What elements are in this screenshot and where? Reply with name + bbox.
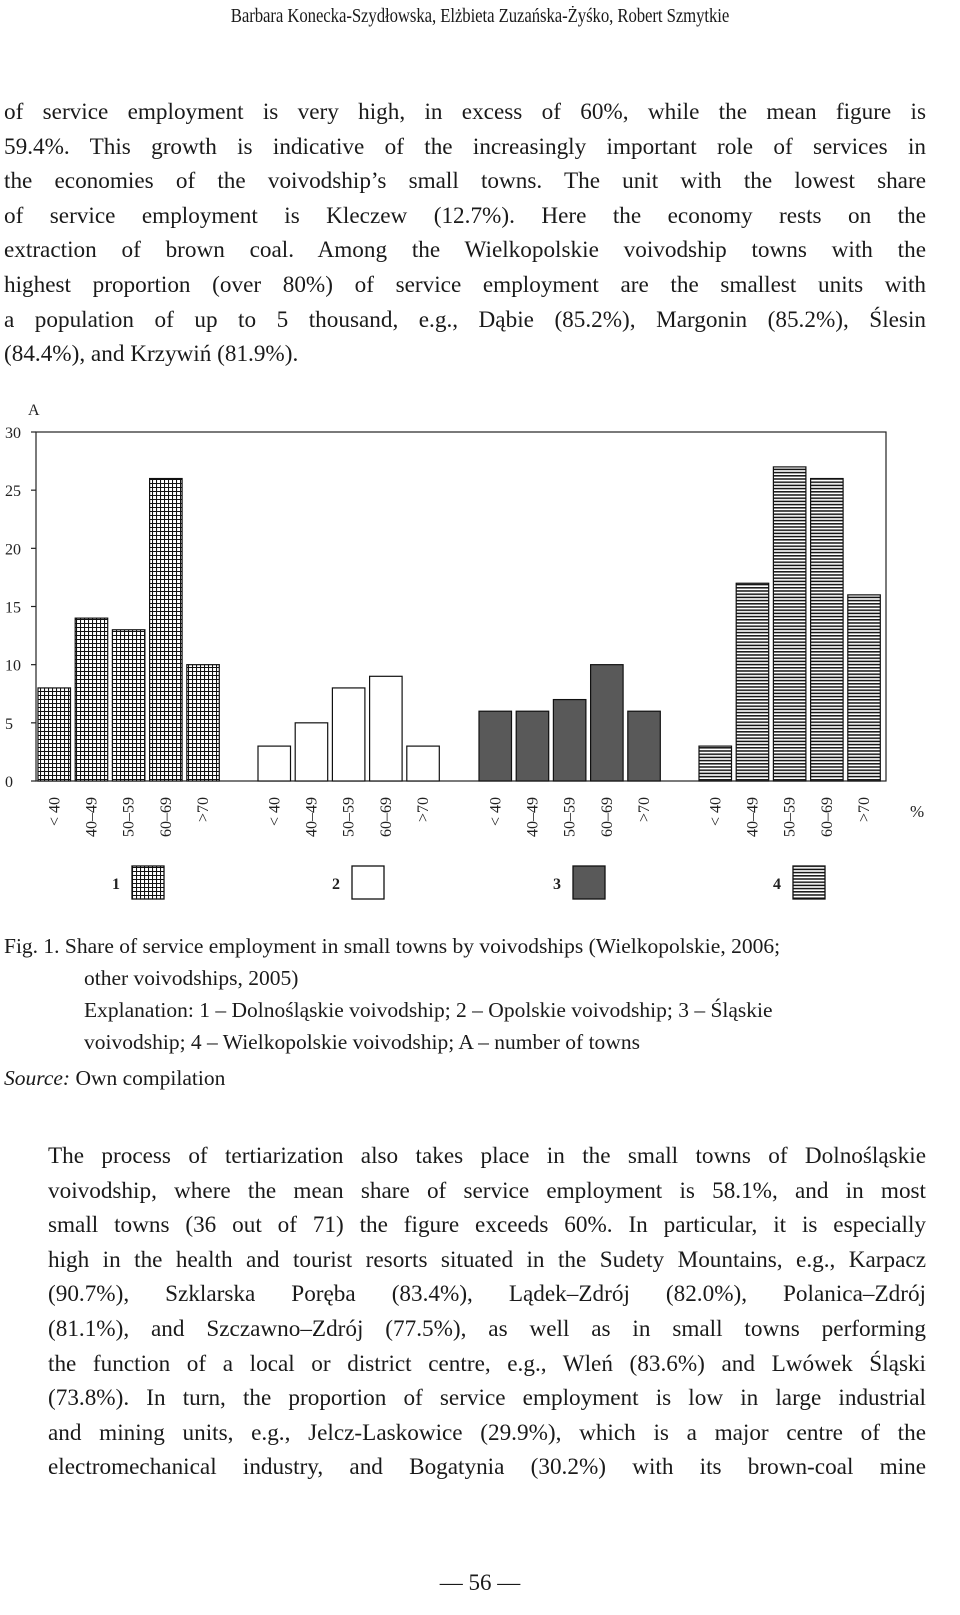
bar xyxy=(112,630,144,781)
x-tick-label: 50–59 xyxy=(561,797,579,837)
bar xyxy=(699,746,732,781)
x-tick-label: >70 xyxy=(636,797,654,823)
x-tick-label: 40–49 xyxy=(744,797,762,837)
x-tick-label: < 40 xyxy=(46,797,64,827)
legend-swatch xyxy=(352,866,384,899)
y-tick-label: 20 xyxy=(5,541,21,559)
bar xyxy=(407,746,440,781)
x-tick-label: >70 xyxy=(415,797,433,823)
bar xyxy=(295,723,328,781)
text-line: (73.8%). In turn, the proportion of service employment is low in large industrial xyxy=(48,1385,926,1412)
page-number: — 56 — xyxy=(439,1570,521,1595)
bar xyxy=(848,595,881,781)
text-line: the function of a local or district centre, e.g., Wleń (83.6%) and Lwówek Śląski xyxy=(48,1350,926,1377)
bar xyxy=(75,618,108,781)
y-tick-label: 15 xyxy=(5,599,21,617)
bar xyxy=(38,688,71,781)
legend-label: 1 xyxy=(112,876,120,893)
caption-line: Explanation: 1 – Dolnośląskie voivodship; 2 – Opolskie voivodship; 3 – Śląskie xyxy=(84,998,773,1022)
bar xyxy=(332,688,365,781)
bar xyxy=(516,711,549,781)
bar xyxy=(150,479,183,781)
bar xyxy=(591,665,624,781)
x-tick-label: 40–49 xyxy=(524,797,542,837)
legend-swatch xyxy=(573,866,605,899)
caption-line: other voivodships, 2005) xyxy=(84,966,299,990)
bar xyxy=(479,711,512,781)
bar xyxy=(258,746,291,781)
x-tick-label: < 40 xyxy=(487,797,505,827)
x-tick-label: 50–59 xyxy=(120,797,138,837)
text-line: and mining units, e.g., Jelcz-Laskowice (29.9%), which is a major centre of the xyxy=(48,1419,926,1446)
text-line: of service employment is Kleczew (12.7%). Here the economy rests on the xyxy=(4,202,926,229)
x-tick-label: < 40 xyxy=(266,797,284,827)
y-tick-label: 25 xyxy=(5,483,21,501)
y-tick-label: 30 xyxy=(5,425,21,442)
figure-source xyxy=(4,1066,225,1091)
x-tick-label: >70 xyxy=(195,797,213,823)
bar xyxy=(370,676,403,781)
legend-label: 4 xyxy=(773,876,781,893)
x-tick-label: 60–69 xyxy=(818,797,836,837)
x-tick-label: >70 xyxy=(856,797,874,823)
bar xyxy=(553,700,586,781)
x-tick-label: 60–69 xyxy=(598,797,616,837)
caption-line: Fig. 1. Share of service employment in small towns by voivodships (Wielkopolskie, 2006; xyxy=(4,934,781,958)
text-line: of service employment is very high, in excess of 60%, while the mean figure is xyxy=(4,99,926,125)
service-employment-chart xyxy=(0,395,960,925)
legend-swatch xyxy=(132,866,164,899)
source-label: Source: xyxy=(4,1066,71,1090)
text-line: voivodship, where the mean share of service employment is 58.1%, and in most xyxy=(48,1177,926,1204)
text-line: the economies of the voivodship’s small towns. The unit with the lowest share xyxy=(4,168,926,195)
bar xyxy=(628,711,661,781)
y-tick-label: 5 xyxy=(5,715,13,733)
bar xyxy=(187,665,220,781)
text-line: highest proportion (over 80%) of service employment are the smallest units with xyxy=(4,271,926,298)
text-line: (90.7%), Szklarska Poręba (83.4%), Lądek–Zdrój (82.0%), Polanica–Zdrój xyxy=(48,1281,926,1308)
x-tick-label: 40–49 xyxy=(83,797,101,837)
y-tick-label: 0 xyxy=(5,774,13,791)
running-head: Barbara Konecka-Szydłowska, Elżbieta Zuzańska-Żyśko, Robert Szmytkie xyxy=(230,6,730,27)
figure-caption xyxy=(4,930,934,1058)
bar xyxy=(736,583,769,781)
x-tick-label: 60–69 xyxy=(377,797,395,837)
text-line: extraction of brown coal. Among the Wielkopolskie voivodship towns with the xyxy=(4,237,926,264)
text-line: (81.1%), and Szczawno–Zdrój (77.5%), as well as in small towns performing xyxy=(48,1315,926,1342)
source-text: Own compilation xyxy=(70,1066,226,1090)
x-tick-label: 50–59 xyxy=(340,797,358,837)
bar xyxy=(773,467,806,781)
text-line: 59.4%. This growth is indicative of the increasingly important role of services in xyxy=(4,133,926,160)
x-tick-label: 50–59 xyxy=(781,797,799,837)
text-line: a population of up to 5 thousand, e.g., Dąbie (85.2%), Margonin (85.2%), Ślesin xyxy=(4,306,926,333)
text-line: high in the health and tourist resorts situated in the Sudety Mountains, e.g., Karpacz xyxy=(48,1246,926,1273)
y-axis-label: A xyxy=(28,402,40,419)
x-axis-label: % xyxy=(910,802,925,821)
text-line: The process of tertiarization also takes place in the small towns of Dolnośląskie xyxy=(48,1143,926,1169)
x-tick-label: 60–69 xyxy=(157,797,175,837)
text-line: electromechanical industry, and Bogatynia (30.2%) with its brown-coal mine xyxy=(48,1454,926,1481)
legend-swatch xyxy=(793,866,825,899)
caption-line: voivodship; 4 – Wielkopolskie voivodship; A – number of towns xyxy=(84,1030,640,1054)
y-tick-label: 10 xyxy=(5,657,21,675)
text-line: (84.4%), and Krzywiń (81.9%). xyxy=(4,341,299,368)
legend-label: 2 xyxy=(332,876,340,893)
x-tick-label: < 40 xyxy=(707,797,725,827)
x-tick-label: 40–49 xyxy=(303,797,321,837)
body-paragraph-1 xyxy=(4,95,926,372)
legend-label: 3 xyxy=(553,876,561,893)
text-line: small towns (36 out of 71) the figure exceeds 60%. In particular, it is especially xyxy=(48,1212,926,1239)
body-paragraph-2 xyxy=(4,1139,926,1485)
bar xyxy=(811,479,844,781)
